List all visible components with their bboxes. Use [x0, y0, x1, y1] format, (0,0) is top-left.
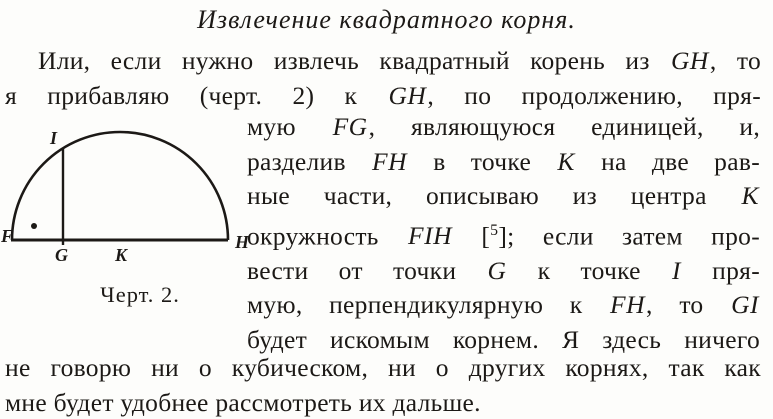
text-run: мую, перпендикулярную к: [247, 290, 610, 319]
paragraph-top: [5, 44, 761, 113]
text-run: будет искомым корнем. Я здесь ничего: [247, 324, 760, 354]
text-run: , то: [709, 46, 762, 75]
text-run: ]; если затем про-: [498, 221, 760, 250]
text-run: в точке: [408, 146, 557, 176]
figure-drawing: [0, 112, 262, 277]
text-run: пря-: [681, 255, 760, 285]
text-run: разделив: [247, 146, 372, 176]
math-variable: GH: [388, 80, 427, 110]
text-run: окружность: [247, 221, 408, 250]
figure-caption: Черт. 2.: [100, 282, 180, 307]
math-variable: GI: [731, 290, 759, 319]
section-title: Извлечение квадратного корня.: [197, 5, 576, 34]
text-run: Или, если нужно извлечь квадратный корень из: [38, 46, 671, 75]
label-point-g: G: [55, 245, 68, 265]
text-line: [247, 288, 760, 323]
text-run: я прибавляю (черт. 2) к: [5, 80, 388, 110]
text-run: мне будет удобнее рассмотреть их дальше.: [5, 387, 481, 417]
figure: [0, 112, 262, 317]
text-run: мую: [247, 112, 332, 141]
ink-dot: [31, 223, 37, 229]
label-point-k: K: [115, 245, 128, 265]
math-variable: K: [557, 146, 575, 176]
text-line: [247, 214, 760, 254]
text-line: [5, 351, 761, 386]
math-variable: GH: [671, 46, 709, 75]
math-variable: FH: [372, 146, 408, 176]
text-run: [: [453, 221, 491, 250]
text-line: [5, 44, 761, 79]
text-line: [5, 79, 761, 114]
paragraph-right: [247, 110, 760, 357]
footnote-reference: 5: [490, 221, 499, 239]
text-run: ные части, описываю из центра: [247, 181, 741, 210]
text-run: вести от точки: [247, 255, 487, 285]
text-run: , являющуюся единицей, и,: [368, 112, 761, 141]
label-point-h: H: [235, 232, 250, 252]
text-line: [247, 110, 760, 145]
text-line: [5, 386, 761, 419]
math-variable: FH: [610, 290, 646, 319]
math-variable: FIH: [408, 221, 453, 250]
math-variable: I: [671, 255, 681, 285]
label-point-f: F: [1, 226, 14, 246]
label-point-i: I: [50, 128, 58, 148]
text-run: , то: [646, 290, 731, 319]
text-line: [247, 179, 760, 214]
semicircle-arc: [12, 132, 228, 240]
text-run: не говорю ни о кубическом, ни о других корнях, так как: [5, 353, 761, 382]
math-variable: G: [487, 255, 507, 285]
text-line: [247, 254, 760, 289]
math-variable: FG: [332, 112, 368, 141]
paragraph-bottom: [5, 351, 761, 419]
text-run: к точке: [507, 255, 671, 285]
math-variable: K: [741, 181, 759, 210]
text-run: , по продолжению, пря-: [427, 80, 761, 110]
text-run: на две рав-: [575, 146, 760, 176]
text-line: [247, 145, 760, 180]
